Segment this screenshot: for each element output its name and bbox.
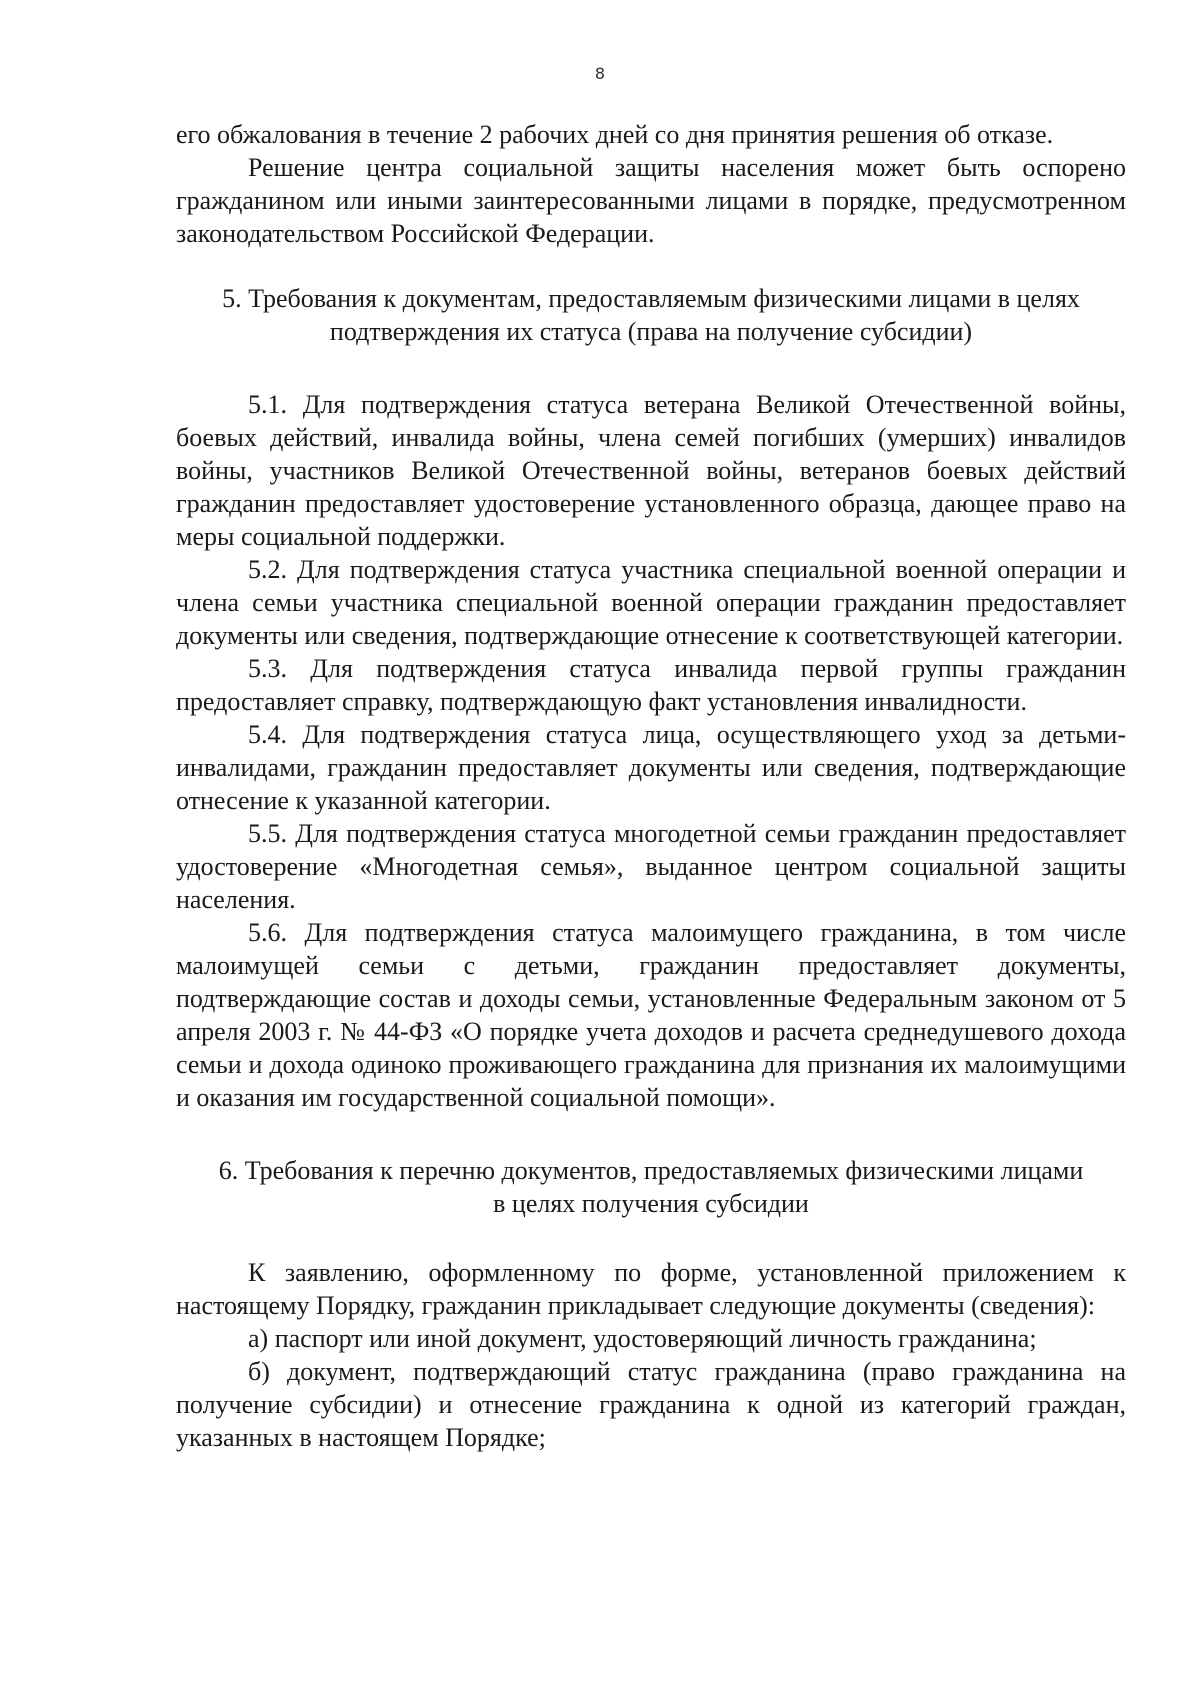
- document-item-a: а) паспорт или иной документ, удостоверяющий личность гражданина;: [248, 1324, 1037, 1353]
- document-item-b: б) документ, подтверждающий статус гражданина (право гражданина на получение субсидии) и отнесение гражданина к одной из категорий граждан, указанных в настоящем Порядке;: [176, 1357, 1126, 1452]
- section-6-heading-line-2: в целях получения субсидии: [493, 1189, 809, 1218]
- section-6-heading-line-1: 6. Требования к перечню документов, предоставляемых физическими лицами: [218, 1156, 1084, 1185]
- section-5-heading-line-2: подтверждения их статуса (права на получение субсидии): [329, 317, 973, 346]
- clause-5-5: 5.5. Для подтверждения статуса многодетной семьи гражданин предоставляет удостоверение «Многодетная семья», выданное центром социальной защиты населения.: [176, 819, 1126, 914]
- page-number: 8: [594, 64, 606, 83]
- paragraph-appeal-deadline: его обжалования в течение 2 рабочих дней со дня принятия решения об отказе.: [176, 120, 1054, 149]
- clause-5-3: 5.3. Для подтверждения статуса инвалида первой группы гражданин предоставляет справку, подтверждающую факт установления инвалидности.: [176, 654, 1126, 716]
- clause-5-6: 5.6. Для подтверждения статуса малоимущего гражданина, в том числе малоимущей семьи с детьми, гражданин предоставляет документы, подтверждающие состав и доходы семьи, установленные Федеральным законом от 5 апреля 2003 г. № 44-ФЗ «О порядке учета доходов и расчета среднедушевого дохода семьи и дохода одиноко проживающего гражданина для признания их малоимущими и оказания им государственной социальной помощи».: [176, 918, 1126, 1112]
- section-6-heading: [176, 1154, 1126, 1220]
- clause-5-1: 5.1. Для подтверждения статуса ветерана Великой Отечественной войны, боевых действий, инвалида войны, члена семей погибших (умерших) инвалидов войны, участников Великой Отечественной войны, ветеранов боевых действий гражданин предоставляет удостоверение установленного образца, дающее право на меры социальной поддержки.: [176, 390, 1126, 551]
- section-5-heading: [176, 282, 1126, 348]
- clause-5-2: 5.2. Для подтверждения статуса участника специальной военной операции и члена семьи участника специальной военной операции гражданин предоставляет документы или сведения, подтверждающие отнесение к соответствующей категории.: [176, 555, 1126, 650]
- document-body: [176, 118, 1126, 1454]
- clause-5-4: 5.4. Для подтверждения статуса лица, осуществляющего уход за детьми-инвалидами, гражданин предоставляет документы или сведения, подтверждающие отнесение к указанной категории.: [176, 720, 1126, 815]
- section-6-intro: К заявлению, оформленному по форме, установленной приложением к настоящему Порядку, гражданин прикладывает следующие документы (сведения):: [176, 1258, 1126, 1320]
- section-5-heading-line-1: 5. Требования к документам, предоставляемым физическими лицами в целях: [222, 284, 1080, 313]
- paragraph-decision-dispute: Решение центра социальной защиты населения может быть оспорено гражданином или иными заинтересованными лицами в порядке, предусмотренном законодательством Российской Федерации.: [176, 153, 1126, 248]
